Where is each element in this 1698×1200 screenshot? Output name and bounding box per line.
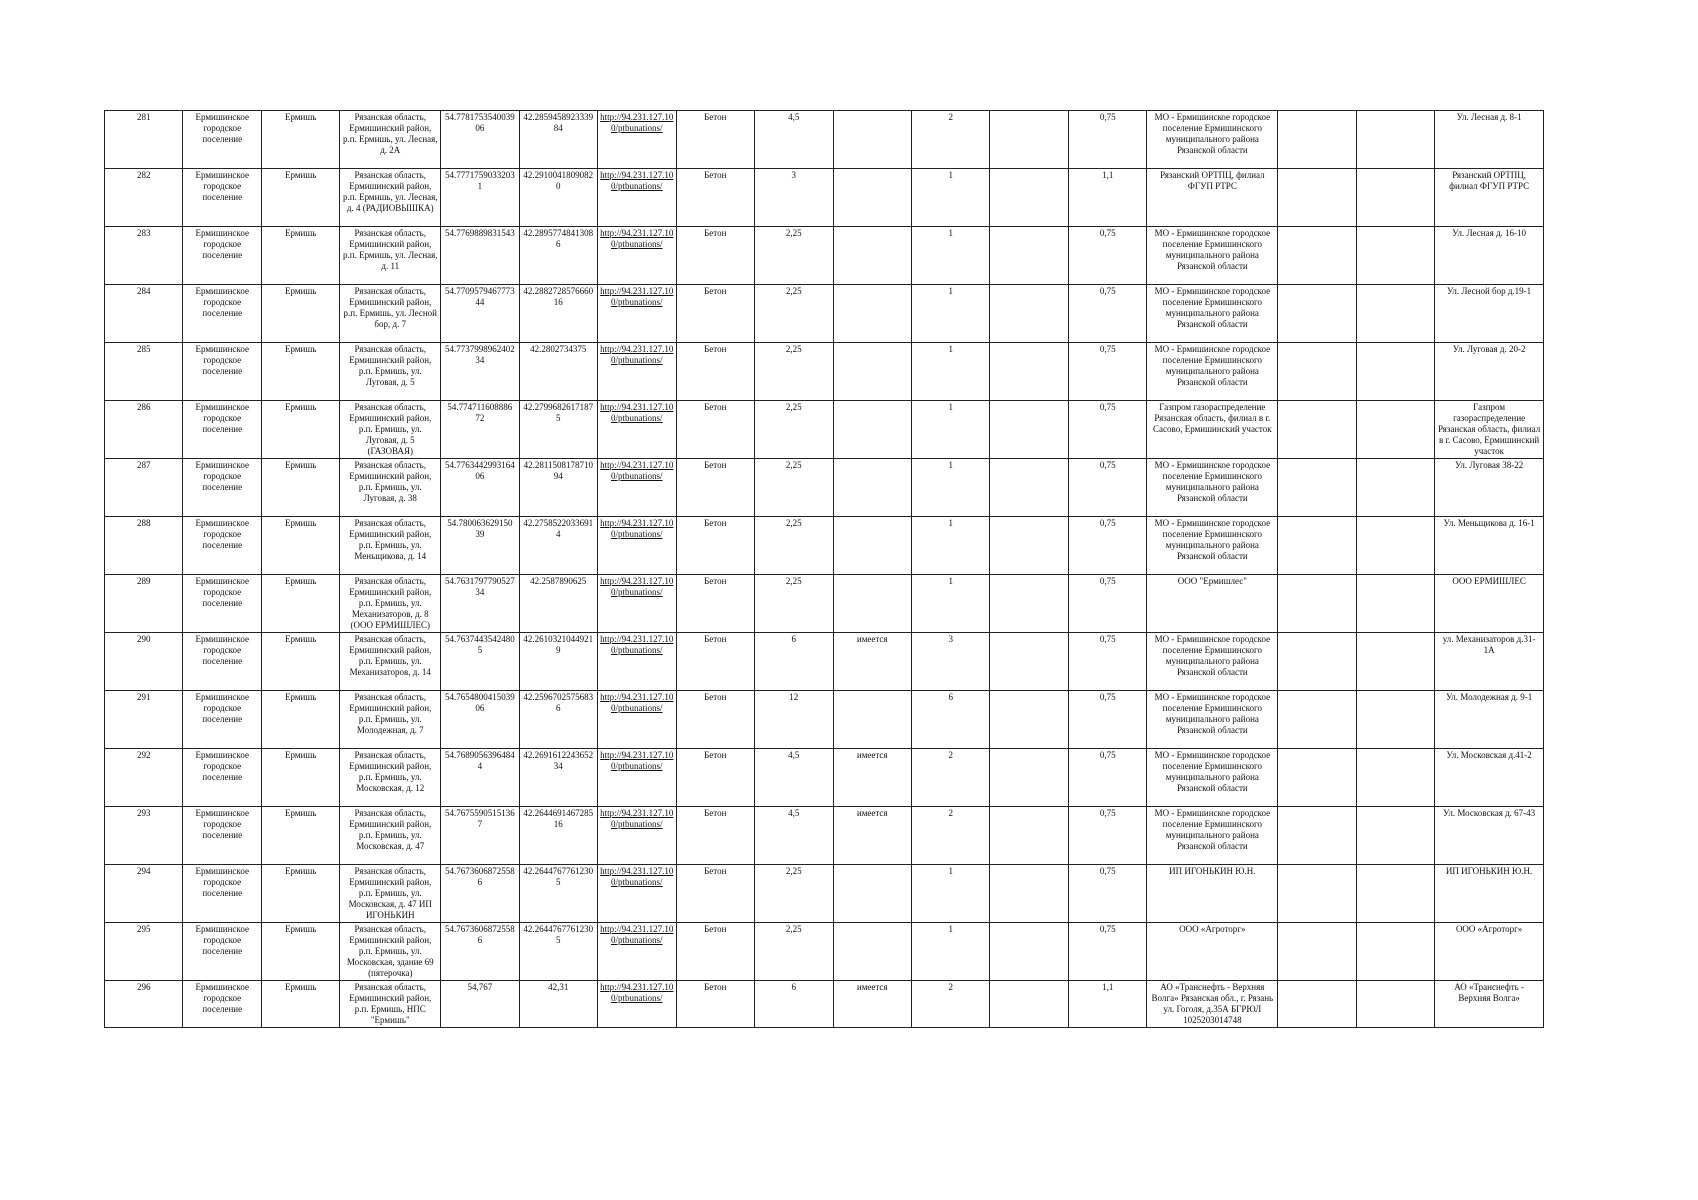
empty-cell [1356, 285, 1434, 343]
settlement-cell: Ермишинское городское поселение [183, 517, 261, 575]
settlement-cell: Ермишинское городское поселение [183, 865, 261, 923]
waste-source-cell: Ул. Луговая 38-22 [1435, 459, 1544, 517]
empty-cell [990, 633, 1068, 691]
waste-source-cell: Ул. Лесная д. 16-10 [1435, 227, 1544, 285]
surface-cell: Бетон [676, 633, 754, 691]
container-volume-cell: 0,75 [1068, 575, 1146, 633]
latitude-cell: 54.774711608886 72 [441, 401, 519, 459]
area-cell: 12 [755, 691, 833, 749]
address-cell: Рязанская область, Ермишинский район, р.п. Ермишь, ул. Московская, д. 12 [340, 749, 441, 807]
latitude-cell: 54.7689056396484 4 [441, 749, 519, 807]
address-cell: Рязанская область, Ермишинский район, р.п. Ермишь, ул. Московская, здание 69 (пятерочка) [340, 923, 441, 981]
table-row [105, 169, 1544, 227]
area-cell: 2,25 [755, 923, 833, 981]
locality-cell: Ермишь [261, 807, 339, 865]
fence-cell [833, 169, 911, 227]
empty-cell [1356, 343, 1434, 401]
fence-cell [833, 459, 911, 517]
container-volume-cell: 1,1 [1068, 981, 1146, 1028]
waste-source-cell: Ул. Московская д.41-2 [1435, 749, 1544, 807]
empty-cell [990, 807, 1068, 865]
address-cell: Рязанская область, Ермишинский район, р.п. Ермишь, НПС "Ермишь" [340, 981, 441, 1028]
map-link[interactable]: http://94.231.127.100/ptbunations/ [598, 691, 676, 749]
fence-cell: имеется [833, 749, 911, 807]
empty-cell [1278, 575, 1356, 633]
empty-cell [1278, 169, 1356, 227]
owner-cell: МО - Ермишинское городское поселение Ермишинского муниципального района Рязанской области [1147, 285, 1278, 343]
settlement-cell: Ермишинское городское поселение [183, 285, 261, 343]
address-cell: Рязанская область, Ермишинский район, р.п. Ермишь, ул. Луговая, д. 5 (ГАЗОВАЯ) [340, 401, 441, 459]
empty-cell [1278, 807, 1356, 865]
owner-cell: МО - Ермишинское городское поселение Ермишинского муниципального района Рязанской области [1147, 633, 1278, 691]
fence-cell [833, 517, 911, 575]
empty-cell [990, 459, 1068, 517]
latitude-cell: 54.7763442993164 06 [441, 459, 519, 517]
map-link[interactable]: http://94.231.127.100/ptbunations/ [598, 169, 676, 227]
surface-cell: Бетон [676, 169, 754, 227]
row-number: 282 [105, 169, 183, 227]
container-volume-cell: 0,75 [1068, 923, 1146, 981]
area-cell: 2,25 [755, 459, 833, 517]
container-volume-cell: 1,1 [1068, 169, 1146, 227]
empty-cell [990, 575, 1068, 633]
area-cell: 2,25 [755, 517, 833, 575]
container-count-cell: 1 [911, 401, 989, 459]
longitude-cell: 42.2644691467285 16 [519, 807, 597, 865]
waste-source-cell: АО «Транснефть - Верхняя Волга» [1435, 981, 1544, 1028]
longitude-cell: 42.2802734375 [519, 343, 597, 401]
owner-cell: ИП ИГОНЬКИН Ю.Н. [1147, 865, 1278, 923]
settlement-cell: Ермишинское городское поселение [183, 981, 261, 1028]
empty-cell [1278, 981, 1356, 1028]
container-volume-cell: 0,75 [1068, 807, 1146, 865]
area-cell: 2,25 [755, 575, 833, 633]
fence-cell [833, 227, 911, 285]
longitude-cell: 42.2644767761230 5 [519, 923, 597, 981]
waste-source-cell: ООО «Агроторг» [1435, 923, 1544, 981]
empty-cell [1278, 459, 1356, 517]
container-count-cell: 2 [911, 981, 989, 1028]
surface-cell: Бетон [676, 401, 754, 459]
locality-cell: Ермишь [261, 285, 339, 343]
container-volume-cell: 0,75 [1068, 111, 1146, 169]
table-row [105, 981, 1544, 1028]
owner-cell: Газпром газораспределение Рязанская область, филиал в г. Сасово, Ермишинский участок [1147, 401, 1278, 459]
locality-cell: Ермишь [261, 749, 339, 807]
latitude-cell: 54.780063629150 39 [441, 517, 519, 575]
surface-cell: Бетон [676, 343, 754, 401]
settlement-cell: Ермишинское городское поселение [183, 923, 261, 981]
latitude-cell: 54.7631797790527 34 [441, 575, 519, 633]
locality-cell: Ермишь [261, 633, 339, 691]
container-count-cell: 1 [911, 575, 989, 633]
fence-cell [833, 401, 911, 459]
map-link[interactable]: http://94.231.127.100/ptbunations/ [598, 227, 676, 285]
container-count-cell: 2 [911, 807, 989, 865]
empty-cell [1356, 633, 1434, 691]
fence-cell [833, 285, 911, 343]
locality-cell: Ермишь [261, 981, 339, 1028]
container-volume-cell: 0,75 [1068, 343, 1146, 401]
address-cell: Рязанская область, Ермишинский район, р.п. Ермишь, ул. Московская, д. 47 ИП ИГОНЬКИН [340, 865, 441, 923]
empty-cell [1356, 517, 1434, 575]
fence-cell [833, 111, 911, 169]
owner-cell: ООО «Агроторг» [1147, 923, 1278, 981]
waste-source-cell: Ул. Луговая д. 20-2 [1435, 343, 1544, 401]
settlement-cell: Ермишинское городское поселение [183, 459, 261, 517]
empty-cell [1356, 807, 1434, 865]
container-count-cell: 1 [911, 517, 989, 575]
owner-cell: МО - Ермишинское городское поселение Ермишинского муниципального района Рязанской области [1147, 459, 1278, 517]
fence-cell: имеется [833, 807, 911, 865]
table-row [105, 459, 1544, 517]
container-count-cell: 1 [911, 459, 989, 517]
area-cell: 2,25 [755, 227, 833, 285]
locality-cell: Ермишь [261, 575, 339, 633]
locality-cell: Ермишь [261, 865, 339, 923]
empty-cell [1278, 517, 1356, 575]
container-count-cell: 1 [911, 865, 989, 923]
locality-cell: Ермишь [261, 401, 339, 459]
container-count-cell: 1 [911, 227, 989, 285]
row-number: 287 [105, 459, 183, 517]
map-link[interactable]: http://94.231.127.100/ptbunations/ [598, 111, 676, 169]
container-volume-cell: 0,75 [1068, 749, 1146, 807]
empty-cell [1356, 981, 1434, 1028]
address-cell: Рязанская область, Ермишинский район, р.п. Ермишь, ул. Механизаторов, д. 14 [340, 633, 441, 691]
locality-cell: Ермишь [261, 227, 339, 285]
waste-source-cell: Ул. Лесная д. 8-1 [1435, 111, 1544, 169]
container-volume-cell: 0,75 [1068, 459, 1146, 517]
container-count-cell: 6 [911, 691, 989, 749]
settlement-cell: Ермишинское городское поселение [183, 401, 261, 459]
owner-cell: МО - Ермишинское городское поселение Ермишинского муниципального района Рязанской области [1147, 111, 1278, 169]
empty-cell [1278, 343, 1356, 401]
latitude-cell: 54.7709579467773 44 [441, 285, 519, 343]
map-link[interactable]: http://94.231.127.100/ptbunations/ [598, 923, 676, 981]
longitude-cell: 42.2811508178710 94 [519, 459, 597, 517]
map-link[interactable]: http://94.231.127.100/ptbunations/ [598, 865, 676, 923]
empty-cell [990, 691, 1068, 749]
area-cell: 6 [755, 633, 833, 691]
area-cell: 2,25 [755, 865, 833, 923]
address-cell: Рязанская область, Ермишинский район, р.п. Ермишь, ул. Механизаторов, д. 8 (ООО ЕРМИШЛЕС) [340, 575, 441, 633]
container-volume-cell: 0,75 [1068, 517, 1146, 575]
longitude-cell: 42.2596702575683 6 [519, 691, 597, 749]
empty-cell [990, 111, 1068, 169]
area-cell: 3 [755, 169, 833, 227]
row-number: 288 [105, 517, 183, 575]
empty-cell [990, 981, 1068, 1028]
map-link[interactable]: http://94.231.127.100/ptbunations/ [598, 807, 676, 865]
container-count-cell: 3 [911, 633, 989, 691]
waste-source-cell: Ул. Молодежная д. 9-1 [1435, 691, 1544, 749]
empty-cell [1278, 691, 1356, 749]
fence-cell [833, 575, 911, 633]
row-number: 296 [105, 981, 183, 1028]
empty-cell [1356, 691, 1434, 749]
latitude-cell: 54.7673606872558 6 [441, 923, 519, 981]
address-cell: Рязанская область, Ермишинский район, р.п. Ермишь, ул. Лесная, д. 4 (РАДИОВЫШКА) [340, 169, 441, 227]
area-cell: 2,25 [755, 343, 833, 401]
locality-cell: Ермишь [261, 923, 339, 981]
empty-cell [1278, 111, 1356, 169]
container-volume-cell: 0,75 [1068, 691, 1146, 749]
row-number: 291 [105, 691, 183, 749]
container-count-cell: 1 [911, 169, 989, 227]
table-row [105, 807, 1544, 865]
surface-cell: Бетон [676, 807, 754, 865]
settlement-cell: Ермишинское городское поселение [183, 691, 261, 749]
address-cell: Рязанская область, Ермишинский район, р.п. Ермишь, ул. Лесная, д. 11 [340, 227, 441, 285]
surface-cell: Бетон [676, 749, 754, 807]
table-row [105, 865, 1544, 923]
latitude-cell: 54,767 [441, 981, 519, 1028]
owner-cell: МО - Ермишинское городское поселение Ермишинского муниципального района Рязанской области [1147, 691, 1278, 749]
locality-cell: Ермишь [261, 691, 339, 749]
settlement-cell: Ермишинское городское поселение [183, 169, 261, 227]
locality-cell: Ермишь [261, 111, 339, 169]
address-cell: Рязанская область, Ермишинский район, р.п. Ермишь, ул. Меньщикова, д. 14 [340, 517, 441, 575]
area-cell: 4,5 [755, 111, 833, 169]
row-number: 285 [105, 343, 183, 401]
empty-cell [990, 401, 1068, 459]
empty-cell [990, 517, 1068, 575]
empty-cell [1356, 169, 1434, 227]
table-row [105, 285, 1544, 343]
fence-cell [833, 923, 911, 981]
settlement-cell: Ермишинское городское поселение [183, 227, 261, 285]
waste-source-cell: Ул. Лесной бор д.19-1 [1435, 285, 1544, 343]
empty-cell [1356, 227, 1434, 285]
container-volume-cell: 0,75 [1068, 285, 1146, 343]
fence-cell [833, 343, 911, 401]
latitude-cell: 54.7637443542480 5 [441, 633, 519, 691]
container-volume-cell: 0,75 [1068, 865, 1146, 923]
row-number: 286 [105, 401, 183, 459]
empty-cell [1356, 749, 1434, 807]
address-cell: Рязанская область, Ермишинский район, р.п. Ермишь, ул. Луговая, д. 38 [340, 459, 441, 517]
surface-cell: Бетон [676, 981, 754, 1028]
empty-cell [990, 749, 1068, 807]
surface-cell: Бетон [676, 865, 754, 923]
registry-body [105, 111, 1544, 1028]
longitude-cell: 42.2644767761230 5 [519, 865, 597, 923]
owner-cell: МО - Ермишинское городское поселение Ермишинского муниципального района Рязанской области [1147, 227, 1278, 285]
locality-cell: Ермишь [261, 459, 339, 517]
longitude-cell: 42.2691612243652 34 [519, 749, 597, 807]
empty-cell [1356, 575, 1434, 633]
owner-cell: МО - Ермишинское городское поселение Ермишинского муниципального района Рязанской области [1147, 343, 1278, 401]
longitude-cell: 42.29100418090820 [519, 169, 597, 227]
empty-cell [1278, 227, 1356, 285]
address-cell: Рязанская область, Ермишинский район, р.п. Ермишь, ул. Лесной бор, д. 7 [340, 285, 441, 343]
longitude-cell: 42.2587890625 [519, 575, 597, 633]
map-link[interactable]: http://94.231.127.100/ptbunations/ [598, 343, 676, 401]
container-count-cell: 1 [911, 923, 989, 981]
address-cell: Рязанская область, Ермишинский район, р.п. Ермишь, ул. Молодежная, д. 7 [340, 691, 441, 749]
settlement-cell: Ермишинское городское поселение [183, 807, 261, 865]
container-volume-cell: 0,75 [1068, 401, 1146, 459]
owner-cell: МО - Ермишинское городское поселение Ермишинского муниципального района Рязанской области [1147, 807, 1278, 865]
surface-cell: Бетон [676, 459, 754, 517]
map-link[interactable]: http://94.231.127.100/ptbunations/ [598, 981, 676, 1028]
latitude-cell: 54.7673606872558 6 [441, 865, 519, 923]
empty-cell [990, 227, 1068, 285]
row-number: 290 [105, 633, 183, 691]
container-count-cell: 1 [911, 285, 989, 343]
empty-cell [1356, 111, 1434, 169]
row-number: 284 [105, 285, 183, 343]
latitude-cell: 54.7675590515136 7 [441, 807, 519, 865]
fence-cell: имеется [833, 633, 911, 691]
row-number: 295 [105, 923, 183, 981]
map-link[interactable]: http://94.231.127.100/ptbunations/ [598, 749, 676, 807]
longitude-cell: 42.2882728576660 16 [519, 285, 597, 343]
area-cell: 4,5 [755, 807, 833, 865]
empty-cell [1356, 459, 1434, 517]
address-cell: Рязанская область, Ермишинский район, р.п. Ермишь, ул. Луговая, д. 5 [340, 343, 441, 401]
owner-cell: АО «Транснефть - Верхняя Волга» Рязанская обл., г. Рязань ул. Гоголя, д.35А БГРЮЛ 1025203014748 [1147, 981, 1278, 1028]
empty-cell [1278, 865, 1356, 923]
table-row [105, 575, 1544, 633]
waste-source-cell: Ул. Меньщикова д. 16-1 [1435, 517, 1544, 575]
empty-cell [1278, 285, 1356, 343]
container-count-cell: 2 [911, 749, 989, 807]
empty-cell [1356, 865, 1434, 923]
table-row [105, 923, 1544, 981]
row-number: 294 [105, 865, 183, 923]
surface-cell: Бетон [676, 285, 754, 343]
owner-cell: МО - Ермишинское городское поселение Ермишинского муниципального района Рязанской области [1147, 517, 1278, 575]
table-row [105, 749, 1544, 807]
empty-cell [990, 169, 1068, 227]
owner-cell: ООО "Ермишлес" [1147, 575, 1278, 633]
row-number: 281 [105, 111, 183, 169]
empty-cell [1356, 401, 1434, 459]
address-cell: Рязанская область, Ермишинский район, р.п. Ермишь, ул. Лесная, д. 2А [340, 111, 441, 169]
container-count-cell: 2 [911, 111, 989, 169]
area-cell: 2,25 [755, 401, 833, 459]
container-volume-cell: 0,75 [1068, 227, 1146, 285]
waste-source-cell: Ул. Московская д. 67-43 [1435, 807, 1544, 865]
settlement-cell: Ермишинское городское поселение [183, 633, 261, 691]
area-cell: 4,5 [755, 749, 833, 807]
surface-cell: Бетон [676, 227, 754, 285]
table-row [105, 111, 1544, 169]
longitude-cell: 42.2758522033691 4 [519, 517, 597, 575]
fence-cell [833, 691, 911, 749]
settlement-cell: Ермишинское городское поселение [183, 111, 261, 169]
settlement-cell: Ермишинское городское поселение [183, 343, 261, 401]
container-volume-cell: 0,75 [1068, 633, 1146, 691]
empty-cell [990, 923, 1068, 981]
map-link[interactable]: http://94.231.127.100/ptbunations/ [598, 459, 676, 517]
row-number: 292 [105, 749, 183, 807]
waste-source-cell: Рязанский ОРТПЦ, филиал ФГУП РТРС [1435, 169, 1544, 227]
fence-cell [833, 865, 911, 923]
empty-cell [1278, 749, 1356, 807]
owner-cell: МО - Ермишинское городское поселение Ермишинского муниципального района Рязанской области [1147, 749, 1278, 807]
empty-cell [1356, 923, 1434, 981]
surface-cell: Бетон [676, 923, 754, 981]
latitude-cell: 54.778175354003906 [441, 111, 519, 169]
row-number: 283 [105, 227, 183, 285]
row-number: 289 [105, 575, 183, 633]
locality-cell: Ермишь [261, 343, 339, 401]
container-count-cell: 1 [911, 343, 989, 401]
surface-cell: Бетон [676, 517, 754, 575]
table-row [105, 343, 1544, 401]
registry-table [104, 110, 1544, 1028]
table-row [105, 633, 1544, 691]
owner-cell: Рязанский ОРТПЦ, филиал ФГУП РТРС [1147, 169, 1278, 227]
table-row [105, 227, 1544, 285]
latitude-cell: 54.7737998962402 34 [441, 343, 519, 401]
longitude-cell: 42.2799682617187 5 [519, 401, 597, 459]
latitude-cell: 54.7769889831543 [441, 227, 519, 285]
longitude-cell: 42.28957748413086 [519, 227, 597, 285]
empty-cell [1278, 633, 1356, 691]
longitude-cell: 42,31 [519, 981, 597, 1028]
map-link[interactable]: http://94.231.127.100/ptbunations/ [598, 633, 676, 691]
waste-source-cell: ООО ЕРМИШЛЕС [1435, 575, 1544, 633]
empty-cell [990, 865, 1068, 923]
area-cell: 2,25 [755, 285, 833, 343]
surface-cell: Бетон [676, 111, 754, 169]
map-link[interactable]: http://94.231.127.100/ptbunations/ [598, 517, 676, 575]
locality-cell: Ермишь [261, 169, 339, 227]
latitude-cell: 54.7654800415039 06 [441, 691, 519, 749]
fence-cell: имеется [833, 981, 911, 1028]
settlement-cell: Ермишинское городское поселение [183, 575, 261, 633]
locality-cell: Ермишь [261, 517, 339, 575]
longitude-cell: 42.2859458923339 84 [519, 111, 597, 169]
empty-cell [990, 343, 1068, 401]
address-cell: Рязанская область, Ермишинский район, р.п. Ермишь, ул. Московская, д. 47 [340, 807, 441, 865]
settlement-cell: Ермишинское городское поселение [183, 749, 261, 807]
area-cell: 6 [755, 981, 833, 1028]
empty-cell [1278, 401, 1356, 459]
waste-source-cell: ИП ИГОНЬКИН Ю.Н. [1435, 865, 1544, 923]
waste-source-cell: ул. Механизаторов д.31-1А [1435, 633, 1544, 691]
surface-cell: Бетон [676, 691, 754, 749]
waste-source-cell: Газпром газораспределение Рязанская область, филиал в г. Сасово, Ермишинский участок [1435, 401, 1544, 459]
longitude-cell: 42.2610321044921 9 [519, 633, 597, 691]
table-row [105, 401, 1544, 459]
map-link[interactable]: http://94.231.127.100/ptbunations/ [598, 575, 676, 633]
row-number: 293 [105, 807, 183, 865]
surface-cell: Бетон [676, 575, 754, 633]
table-row [105, 517, 1544, 575]
empty-cell [1278, 923, 1356, 981]
latitude-cell: 54.77717590332031 [441, 169, 519, 227]
table-row [105, 691, 1544, 749]
map-link[interactable]: http://94.231.127.100/ptbunations/ [598, 285, 676, 343]
map-link[interactable]: http://94.231.127.100/ptbunations/ [598, 401, 676, 459]
empty-cell [990, 285, 1068, 343]
